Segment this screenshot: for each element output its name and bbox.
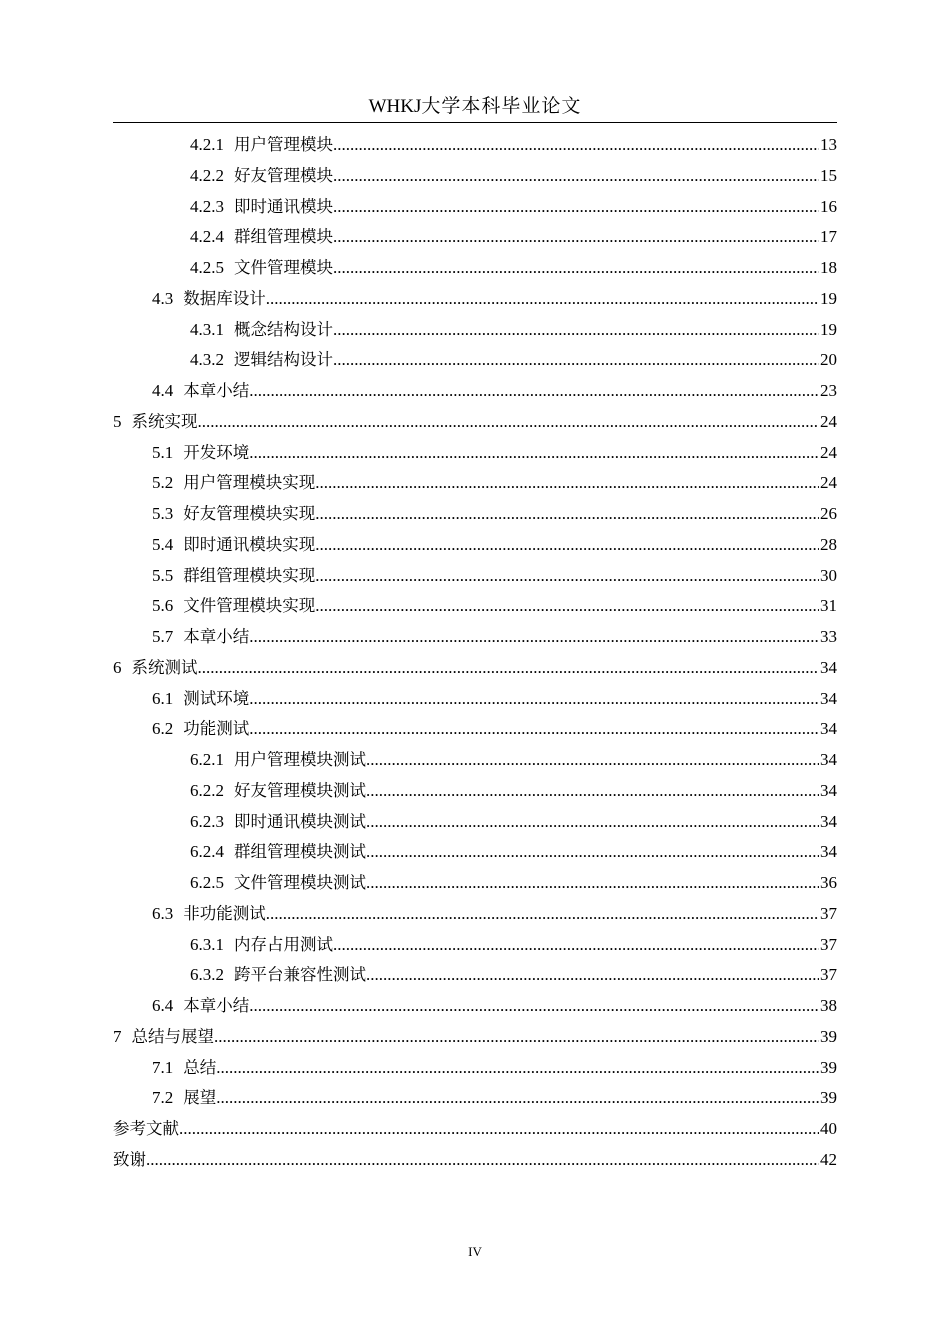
toc-entry-page: 34 [820, 688, 837, 708]
toc-entry-number: 6.1 [152, 688, 174, 708]
toc-dot-leader [249, 376, 819, 407]
toc-dot-leader [214, 1022, 819, 1053]
header-title: 大学本科毕业论文 [421, 95, 582, 117]
toc-entry-number: 6.2.4 [190, 842, 224, 862]
toc-entry[interactable] [113, 253, 837, 284]
toc-entry[interactable] [113, 1083, 837, 1114]
toc-entry-page: 39 [820, 1088, 837, 1108]
toc-entry-number: 4.2.3 [190, 196, 224, 216]
toc-entry-number: 6 [113, 657, 122, 677]
toc-entry-number: 4.2.2 [190, 165, 224, 185]
toc-dot-leader [315, 530, 819, 561]
toc-entry-page: 34 [820, 750, 837, 769]
toc-entry[interactable] [113, 284, 837, 315]
toc-entry-number: 5.5 [152, 565, 174, 585]
toc-entry-page: 15 [820, 165, 837, 185]
toc-entry[interactable] [113, 315, 837, 346]
toc-entry-title: 本章小结 [183, 381, 250, 400]
toc-entry-page: 34 [820, 780, 837, 800]
toc-entry[interactable] [113, 561, 837, 592]
toc-entry-title: 用户管理模块实现 [183, 473, 316, 493]
toc-entry-title: 系统测试 [131, 657, 198, 677]
toc-entry-title: 参考文献 [113, 1119, 179, 1138]
toc-entry-number: 4.3.1 [190, 319, 224, 339]
toc-dot-leader [333, 161, 819, 192]
toc-entry-title: 内存占用测试 [234, 934, 333, 954]
toc-entry-number: 5.3 [152, 504, 174, 523]
toc-entry-title: 数据库设计 [183, 288, 266, 308]
toc-entry-number: 6.2.2 [190, 780, 224, 800]
toc-entry-page: 23 [820, 381, 837, 400]
toc-entry-page: 34 [820, 719, 837, 739]
toc-dot-leader [333, 130, 819, 161]
toc-entry-page: 18 [820, 258, 837, 277]
toc-dot-leader [315, 468, 819, 499]
toc-entry-page: 26 [820, 504, 837, 523]
toc-dot-leader [366, 807, 819, 838]
toc-entry[interactable] [113, 468, 837, 499]
toc-entry-number: 4.4 [152, 381, 174, 400]
toc-dot-leader [198, 653, 820, 684]
toc-dot-leader [366, 776, 819, 807]
toc-entry-page: 17 [820, 227, 837, 247]
toc-entry-title: 总结 [183, 1057, 217, 1077]
toc-dot-leader [333, 253, 819, 284]
toc-dot-leader [315, 561, 819, 592]
toc-dot-leader [249, 622, 819, 653]
toc-dot-leader [216, 1053, 819, 1084]
toc-entry-number: 5.7 [152, 627, 174, 646]
toc-entry-page: 39 [820, 1057, 837, 1077]
toc-entry-page: 38 [820, 996, 837, 1015]
toc-entry-number: 5.1 [152, 442, 174, 462]
toc-entry-page: 30 [820, 565, 837, 585]
toc-entry-title: 非功能测试 [183, 903, 266, 923]
toc-entry-page: 31 [820, 596, 837, 616]
toc-entry[interactable] [113, 653, 837, 684]
toc-dot-leader [333, 222, 819, 253]
toc-entry[interactable] [113, 1053, 837, 1084]
toc-entry-title: 总结与展望 [131, 1026, 214, 1046]
toc-dot-leader [266, 284, 819, 315]
toc-entry[interactable] [113, 130, 837, 161]
toc-entry[interactable] [113, 192, 837, 223]
toc-entry-number: 7.2 [152, 1088, 174, 1108]
toc-dot-leader [179, 1114, 819, 1145]
toc-entry[interactable] [113, 530, 837, 561]
toc-entry[interactable] [113, 345, 837, 376]
toc-entry-number: 7 [113, 1026, 122, 1046]
toc-dot-leader [315, 591, 819, 622]
toc-entry-title: 用户管理模块 [234, 135, 333, 154]
toc-entry-number: 6.4 [152, 996, 174, 1015]
toc-entry-page: 24 [820, 411, 837, 431]
toc-dot-leader [216, 1083, 819, 1114]
toc-entry-title: 展望 [183, 1088, 217, 1108]
toc-entry[interactable] [113, 438, 837, 469]
toc-dot-leader [366, 837, 819, 868]
toc-entry[interactable] [113, 407, 837, 438]
toc-entry[interactable] [113, 222, 837, 253]
toc-entry-page: 34 [820, 657, 837, 677]
toc-entry-title: 文件管理模块实现 [183, 596, 316, 616]
toc-entry[interactable] [113, 1145, 837, 1176]
toc-dot-leader [366, 960, 819, 991]
toc-entry-page: 37 [820, 934, 837, 954]
toc-entry-title: 开发环境 [183, 442, 250, 462]
header-rule [113, 122, 837, 123]
toc-entry-title: 测试环境 [183, 688, 250, 708]
toc-entry-title: 即时通讯模块 [234, 196, 333, 216]
toc-entry-number: 6.3.2 [190, 965, 224, 985]
toc-entry-title: 概念结构设计 [234, 319, 333, 339]
toc-entry[interactable] [113, 745, 837, 776]
toc-entry-title: 即时通讯模块实现 [183, 534, 316, 554]
toc-entry[interactable] [113, 161, 837, 192]
toc-entry-title: 逻辑结构设计 [234, 350, 333, 370]
toc-dot-leader [249, 714, 819, 745]
toc-dot-leader [333, 315, 819, 346]
toc-entry-number: 6.2 [152, 719, 174, 739]
toc-entry-number: 4.3.2 [190, 350, 224, 370]
toc-entry-title: 好友管理模块 [234, 165, 333, 185]
toc-entry[interactable] [113, 930, 837, 961]
toc-entry[interactable] [113, 807, 837, 838]
toc-entry-number: 6.2.3 [190, 811, 224, 831]
toc-entry[interactable] [113, 899, 837, 930]
toc-entry-title: 文件管理模块 [234, 258, 333, 277]
toc-entry-title: 跨平台兼容性测试 [234, 965, 366, 985]
toc-entry-page: 28 [820, 534, 837, 554]
toc-entry-page: 20 [820, 350, 837, 370]
toc-entry-number: 5 [113, 411, 122, 431]
toc-entry-page: 19 [820, 319, 837, 339]
toc-entry[interactable] [113, 591, 837, 622]
toc-dot-leader [266, 899, 819, 930]
toc-entry-title: 群组管理模块 [234, 227, 333, 247]
toc-entry-page: 16 [820, 196, 837, 216]
toc-entry-number: 5.6 [152, 596, 174, 616]
toc-dot-leader [146, 1145, 819, 1176]
toc-entry-page: 37 [820, 965, 837, 985]
toc-entry-page: 37 [820, 903, 837, 923]
toc-entry-number: 6.3 [152, 903, 174, 923]
toc-entry-number: 4.2.1 [190, 135, 224, 154]
toc-entry-title: 系统实现 [131, 411, 198, 431]
toc-entry[interactable] [113, 868, 837, 899]
toc-entry-number: 6.2.1 [190, 750, 224, 769]
page-header [113, 93, 837, 120]
toc-entry-title: 即时通讯模块测试 [234, 811, 366, 831]
toc-entry-number: 4.2.4 [190, 227, 224, 247]
toc-entry[interactable] [113, 837, 837, 868]
toc-entry-title: 本章小结 [183, 996, 250, 1015]
toc-entry-page: 13 [820, 135, 837, 154]
header-latin-text: WHKJ [368, 96, 422, 117]
toc-entry-number: 5.2 [152, 473, 174, 493]
toc-entry[interactable] [113, 1114, 837, 1145]
toc-entry-page: 24 [820, 442, 837, 462]
toc-entry-page: 42 [820, 1149, 837, 1169]
toc-entry-page: 19 [820, 288, 837, 308]
toc-dot-leader [333, 345, 819, 376]
toc-entry[interactable] [113, 991, 837, 1022]
toc-entry[interactable] [113, 776, 837, 807]
toc-entry-page: 34 [820, 811, 837, 831]
toc-dot-leader [198, 407, 820, 438]
toc-entry-page: 24 [820, 473, 837, 493]
toc-entry-title: 文件管理模块测试 [234, 873, 366, 892]
toc-entry-title: 群组管理模块测试 [234, 842, 366, 862]
toc-entry[interactable] [113, 1022, 837, 1053]
toc-entry[interactable] [113, 499, 837, 530]
toc-entry-title: 群组管理模块实现 [183, 565, 316, 585]
toc-entry-title: 好友管理模块测试 [234, 780, 366, 800]
toc-entry-number: 4.2.5 [190, 258, 224, 277]
toc-entry-page: 36 [820, 873, 837, 892]
toc-entry-title: 好友管理模块实现 [183, 504, 316, 523]
toc-entry-number: 6.2.5 [190, 873, 224, 892]
toc-entry-title: 功能测试 [183, 719, 250, 739]
toc-entry-number: 5.4 [152, 534, 174, 554]
toc-entry-page: 33 [820, 627, 837, 646]
toc-dot-leader [315, 499, 819, 530]
toc-dot-leader [249, 438, 819, 469]
page-number: IV [468, 1244, 482, 1259]
toc-entry-page: 40 [820, 1119, 837, 1138]
toc-entry-number: 6.3.1 [190, 934, 224, 954]
toc-entry-page: 34 [820, 842, 837, 862]
toc-dot-leader [333, 192, 819, 223]
toc-entry-title: 致谢 [113, 1149, 146, 1169]
toc-dot-leader [333, 930, 819, 961]
toc-entry-number: 4.3 [152, 288, 174, 308]
toc-dot-leader [249, 684, 819, 715]
table-of-contents [113, 130, 837, 1176]
toc-entry[interactable] [113, 960, 837, 991]
toc-entry-number: 7.1 [152, 1057, 174, 1077]
toc-entry[interactable] [113, 684, 837, 715]
toc-dot-leader [366, 745, 819, 776]
toc-entry-title: 本章小结 [183, 627, 250, 646]
toc-entry[interactable] [113, 714, 837, 745]
toc-entry-page: 39 [820, 1026, 837, 1046]
toc-dot-leader [249, 991, 819, 1022]
toc-entry[interactable] [113, 376, 837, 407]
toc-entry[interactable] [113, 622, 837, 653]
toc-dot-leader [366, 868, 819, 899]
toc-entry-title: 用户管理模块测试 [234, 750, 366, 769]
